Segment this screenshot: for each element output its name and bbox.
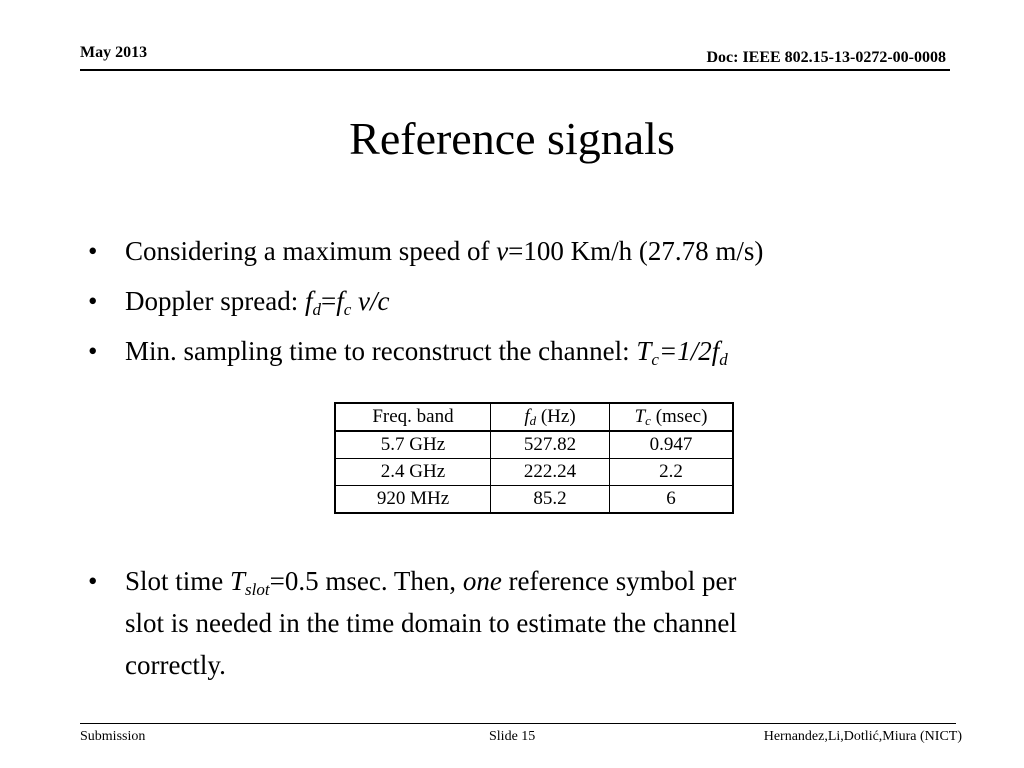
table-header-row — [335, 403, 733, 431]
bullet-text: =100 Km/h (27.78 m/s) — [508, 236, 764, 266]
bullet-list-top — [88, 226, 948, 376]
var-f: f — [304, 286, 313, 316]
cell-band: 920 MHz — [335, 486, 491, 514]
bullet-marker: • — [88, 286, 98, 316]
bullet-text-line3: correctly. — [125, 650, 226, 680]
table-row — [335, 431, 733, 459]
cell-tc: 2.2 — [610, 459, 734, 486]
bullet-text: reference symbol per — [501, 566, 737, 596]
cell-fd: 222.24 — [491, 459, 610, 486]
bullet-text: Doppler spread: — [125, 286, 305, 316]
bullet-max-speed — [88, 226, 948, 276]
sub-c: c — [651, 350, 659, 369]
sub-d: d — [312, 300, 321, 319]
cell-tc: 0.947 — [610, 431, 734, 459]
cell-fd: 527.82 — [491, 431, 610, 459]
var-f: f — [524, 406, 530, 427]
bullet-marker: • — [88, 236, 98, 266]
equals: = — [320, 286, 337, 316]
var-v: v — [496, 236, 509, 266]
bullet-text: Slot time — [125, 566, 231, 596]
cell-band: 2.4 GHz — [335, 459, 491, 486]
bullet-slot-time — [88, 560, 948, 686]
bullet-text: =0.5 msec. Then, — [269, 566, 463, 596]
bullet-marker: • — [88, 566, 98, 596]
footer-rule — [80, 723, 956, 724]
cell-fd: 85.2 — [491, 486, 610, 514]
footer-slide-number: Slide 15 — [489, 729, 536, 744]
sub-c: c — [343, 300, 352, 319]
col-header-tc — [610, 403, 734, 431]
table-row — [335, 486, 733, 514]
bullet-text: Considering a maximum speed of — [125, 236, 497, 266]
var-T: T — [634, 406, 646, 427]
bullet-text: Min. sampling time to reconstruct the channel: — [125, 336, 637, 366]
unit-msec: (msec) — [650, 406, 708, 427]
emphasis-one: one — [462, 566, 502, 596]
var-f: f — [336, 286, 344, 316]
var-T: T — [636, 336, 652, 366]
formula-rest: v/c — [351, 286, 390, 316]
header-doc-id: Doc: IEEE 802.15-13-0272-00-0008 — [706, 49, 946, 66]
sub-d: d — [529, 413, 537, 428]
cell-tc: 6 — [610, 486, 734, 514]
footer-authors: Hernandez,Li,Dotlić,Miura (NICT) — [763, 729, 962, 744]
sub-slot: slot — [245, 580, 270, 599]
bullet-doppler-spread — [88, 276, 948, 326]
sub-d: d — [719, 350, 728, 369]
table-row — [335, 459, 733, 486]
bullet-min-sampling — [88, 326, 948, 376]
col-header-fd — [491, 403, 610, 431]
bullet-marker: • — [88, 336, 98, 366]
formula-rest: =1/2f — [658, 336, 720, 366]
header-rule — [80, 69, 950, 71]
bullet-list-bottom — [88, 560, 948, 686]
col-header-freq-band: Freq. band — [335, 403, 491, 431]
doppler-table — [334, 402, 734, 514]
cell-band: 5.7 GHz — [335, 431, 491, 459]
slide-title: Reference signals — [349, 113, 675, 164]
header-date: May 2013 — [80, 44, 148, 61]
unit-hz: (Hz) — [536, 406, 576, 427]
var-T: T — [230, 566, 246, 596]
sub-c: c — [645, 413, 651, 428]
footer-submission: Submission — [80, 729, 146, 744]
bullet-text-line2: slot is needed in the time domain to estimate the channel — [125, 608, 737, 638]
